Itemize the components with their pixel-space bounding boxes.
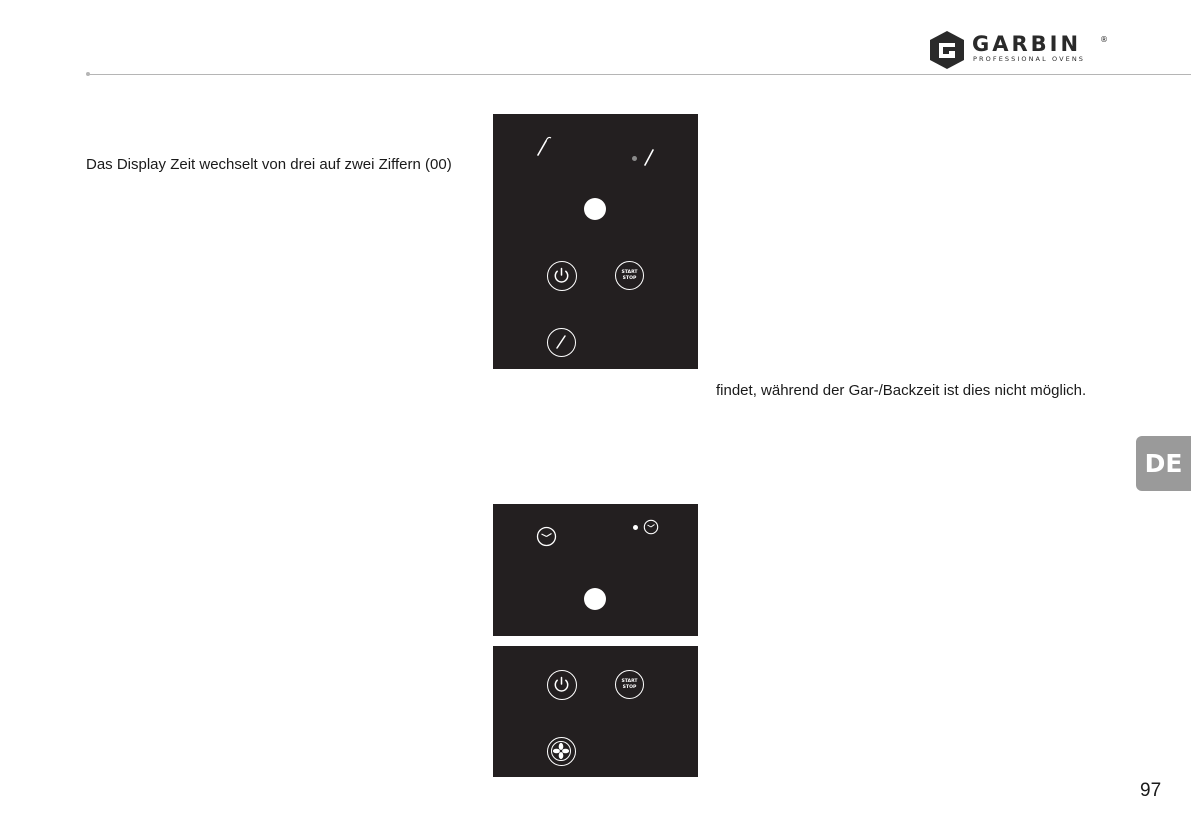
probe-icon [534, 134, 556, 158]
start-label: START [621, 270, 638, 275]
body-text-display-time: Das Display Zeit wechselt von drei auf zwei Ziffern (00) [86, 156, 452, 173]
timer-led [633, 525, 638, 530]
probe-icon [642, 147, 656, 167]
brand-tagline: PROFESSIONAL OVENS [973, 55, 1086, 63]
power-icon [548, 671, 575, 698]
clock-icon [643, 519, 659, 535]
control-panel-fan [493, 646, 698, 777]
registered-mark: ® [1100, 35, 1108, 44]
power-icon [548, 262, 575, 289]
language-tab: DE [1136, 436, 1191, 491]
start-label: START [621, 679, 638, 684]
power-button[interactable] [547, 261, 577, 291]
brand-logo [928, 30, 1108, 70]
probe-led [632, 156, 637, 161]
probe-button[interactable] [547, 328, 576, 357]
header-rule [87, 74, 1191, 75]
control-panel-timer [493, 504, 698, 636]
fan-icon [548, 738, 574, 764]
fan-button[interactable] [547, 737, 576, 766]
page-number: 97 [1140, 780, 1162, 801]
garbin-logo-icon [928, 30, 966, 70]
stop-label: STOP [622, 275, 637, 281]
probe-icon [548, 329, 574, 355]
power-button[interactable] [547, 670, 577, 700]
start-stop-button[interactable] [615, 261, 644, 290]
selector-knob[interactable] [584, 198, 606, 220]
clock-icon [536, 526, 557, 547]
control-panel-probe [493, 114, 698, 369]
header-rule-dot [86, 72, 90, 76]
body-text-note: findet, während der Gar-/Backzeit ist dies nicht möglich. [716, 382, 1087, 399]
brand-name: GARBIN [972, 32, 1082, 56]
selector-knob[interactable] [584, 588, 606, 610]
stop-label: STOP [622, 684, 637, 690]
start-stop-button[interactable] [615, 670, 644, 699]
